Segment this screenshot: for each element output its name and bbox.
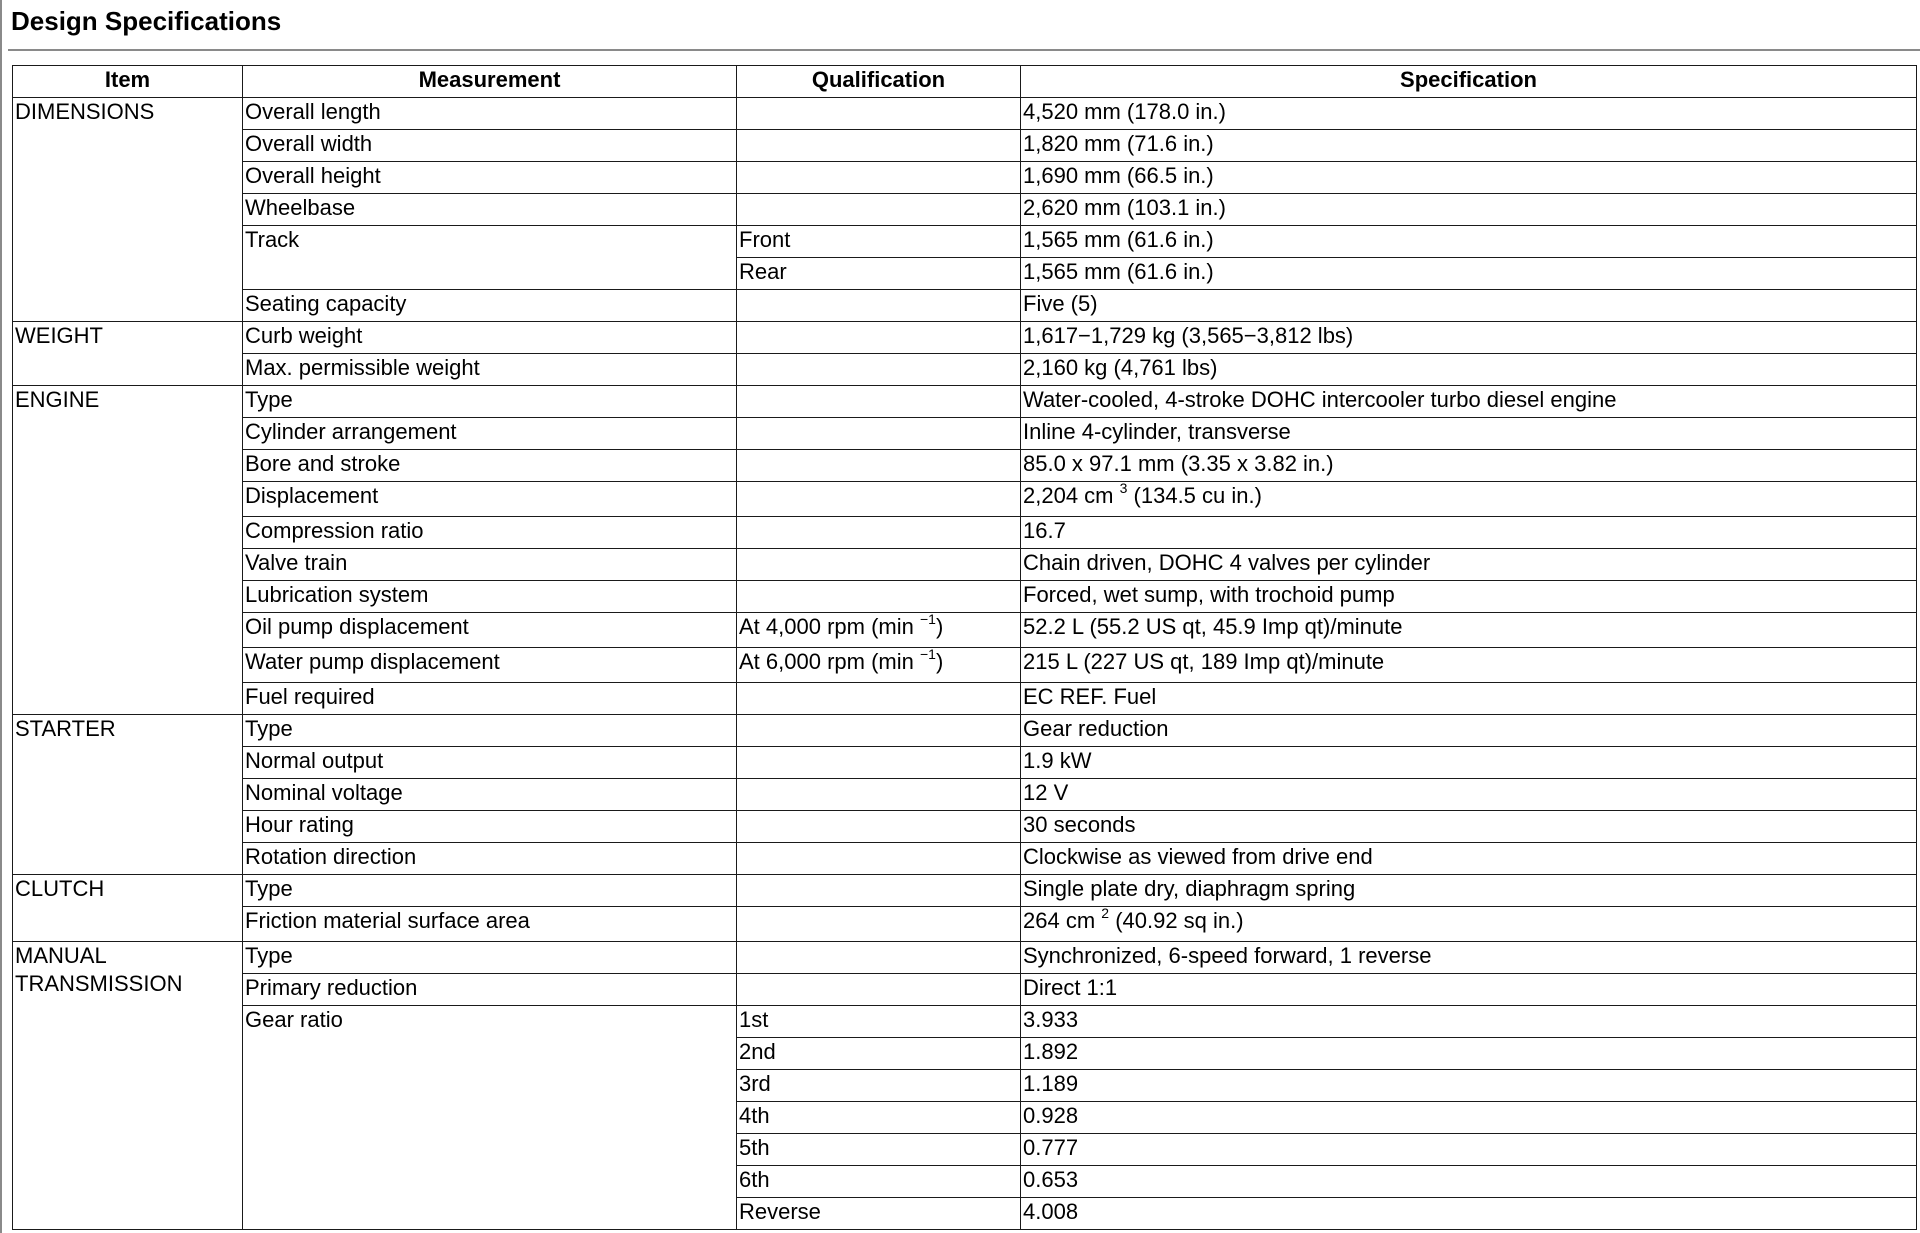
measurement-cell: Overall length <box>243 98 737 130</box>
qualification-cell <box>737 549 1021 581</box>
spec-cell <box>1021 482 1917 517</box>
qualification-cell <box>737 322 1021 354</box>
spec-cell: Gear reduction <box>1021 715 1917 747</box>
measurement-cell: Track <box>243 226 737 290</box>
table-row <box>13 549 1917 581</box>
item-cell: WEIGHT <box>13 322 243 386</box>
spec-text-suffix: (40.92 sq in.) <box>1109 908 1244 933</box>
header-measurement: Measurement <box>243 66 737 98</box>
spec-cell <box>1021 907 1917 942</box>
qualification-text-suffix: ) <box>935 649 944 674</box>
spec-cell: 1.9 kW <box>1021 747 1917 779</box>
table-row <box>13 322 1917 354</box>
spec-cell: Synchronized, 6-speed forward, 1 reverse <box>1021 942 1917 974</box>
spec-cell: 1.892 <box>1021 1038 1917 1070</box>
measurement-cell: Type <box>243 942 737 974</box>
measurement-cell: Type <box>243 875 737 907</box>
header-qualification: Qualification <box>737 66 1021 98</box>
measurement-cell: Wheelbase <box>243 194 737 226</box>
measurement-cell: Normal output <box>243 747 737 779</box>
spec-cell: 12 V <box>1021 779 1917 811</box>
spec-cell: 1,820 mm (71.6 in.) <box>1021 130 1917 162</box>
spec-cell: Single plate dry, diaphragm spring <box>1021 875 1917 907</box>
table-row <box>13 875 1917 907</box>
table-row <box>13 907 1917 942</box>
table-row <box>13 482 1917 517</box>
qualification-cell <box>737 907 1021 942</box>
spec-cell: Five (5) <box>1021 290 1917 322</box>
spec-cell: Forced, wet sump, with trochoid pump <box>1021 581 1917 613</box>
measurement-cell: Water pump displacement <box>243 648 737 683</box>
measurement-cell: Nominal voltage <box>243 779 737 811</box>
item-text-line1: MANUAL <box>15 943 107 968</box>
measurement-cell: Overall width <box>243 130 737 162</box>
measurement-cell: Max. permissible weight <box>243 354 737 386</box>
qualification-cell <box>737 517 1021 549</box>
qualification-cell: Front <box>737 226 1021 258</box>
measurement-cell: Displacement <box>243 482 737 517</box>
spec-cell: 1,565 mm (61.6 in.) <box>1021 226 1917 258</box>
table-row <box>13 98 1917 130</box>
item-cell: DIMENSIONS <box>13 98 243 322</box>
qualification-cell <box>737 683 1021 715</box>
qualification-cell <box>737 875 1021 907</box>
qualification-text: At 4,000 rpm (min <box>739 614 914 639</box>
spec-cell: Direct 1:1 <box>1021 974 1917 1006</box>
table-row <box>13 194 1917 226</box>
measurement-cell: Seating capacity <box>243 290 737 322</box>
table-row <box>13 418 1917 450</box>
qualification-cell <box>737 942 1021 974</box>
measurement-cell: Bore and stroke <box>243 450 737 482</box>
spec-cell: 4,520 mm (178.0 in.) <box>1021 98 1917 130</box>
measurement-cell: Type <box>243 715 737 747</box>
qualification-cell: 5th <box>737 1134 1021 1166</box>
qualification-cell <box>737 613 1021 648</box>
spec-cell: 215 L (227 US qt, 189 Imp qt)/minute <box>1021 648 1917 683</box>
table-row <box>13 130 1917 162</box>
measurement-cell: Curb weight <box>243 322 737 354</box>
qualification-cell <box>737 98 1021 130</box>
spec-cell: Inline 4-cylinder, transverse <box>1021 418 1917 450</box>
page-title: Design Specifications <box>11 6 282 36</box>
qualification-cell <box>737 715 1021 747</box>
qualification-cell <box>737 482 1021 517</box>
spec-cell: 85.0 x 97.1 mm (3.35 x 3.82 in.) <box>1021 450 1917 482</box>
qualification-cell: 6th <box>737 1166 1021 1198</box>
measurement-cell: Type <box>243 386 737 418</box>
qualification-cell: Rear <box>737 258 1021 290</box>
qualification-cell <box>737 130 1021 162</box>
qualification-cell <box>737 843 1021 875</box>
spec-cell: Water-cooled, 4-stroke DOHC intercooler turbo diesel engine <box>1021 386 1917 418</box>
measurement-cell: Friction material surface area <box>243 907 737 942</box>
item-cell: ENGINE <box>13 386 243 715</box>
qualification-cell <box>737 747 1021 779</box>
table-row <box>13 747 1917 779</box>
table-row <box>13 683 1917 715</box>
table-row <box>13 354 1917 386</box>
qualification-cell <box>737 811 1021 843</box>
item-cell: STARTER <box>13 715 243 875</box>
qualification-cell <box>737 354 1021 386</box>
table-row <box>13 715 1917 747</box>
table-row <box>13 450 1917 482</box>
qualification-cell <box>737 779 1021 811</box>
spec-cell: 1.189 <box>1021 1070 1917 1102</box>
spec-cell: 1,565 mm (61.6 in.) <box>1021 258 1917 290</box>
spec-cell: 3.933 <box>1021 1006 1917 1038</box>
measurement-cell: Overall height <box>243 162 737 194</box>
table-row <box>13 811 1917 843</box>
qualification-cell <box>737 162 1021 194</box>
table-row <box>13 942 1917 974</box>
spec-cell: 2,620 mm (103.1 in.) <box>1021 194 1917 226</box>
qualification-cell <box>737 194 1021 226</box>
qualification-cell: Reverse <box>737 1198 1021 1230</box>
spec-table <box>12 65 1917 1230</box>
qualification-cell <box>737 450 1021 482</box>
left-border <box>0 0 2 1233</box>
measurement-cell: Cylinder arrangement <box>243 418 737 450</box>
measurement-cell: Lubrication system <box>243 581 737 613</box>
superscript: −1 <box>919 612 936 627</box>
table-row <box>13 1006 1917 1038</box>
qualification-cell <box>737 974 1021 1006</box>
spec-text: 264 cm <box>1023 908 1096 933</box>
spec-text-suffix: (134.5 cu in.) <box>1127 483 1262 508</box>
measurement-cell: Primary reduction <box>243 974 737 1006</box>
table-row <box>13 290 1917 322</box>
header-specification: Specification <box>1021 66 1917 98</box>
spec-cell: 16.7 <box>1021 517 1917 549</box>
spec-cell: EC REF. Fuel <box>1021 683 1917 715</box>
table-row <box>13 779 1917 811</box>
spec-cell: 52.2 L (55.2 US qt, 45.9 Imp qt)/minute <box>1021 613 1917 648</box>
table-header-row <box>13 66 1917 98</box>
measurement-cell: Fuel required <box>243 683 737 715</box>
measurement-cell: Oil pump displacement <box>243 613 737 648</box>
spec-cell: 4.008 <box>1021 1198 1917 1230</box>
spec-cell: 0.928 <box>1021 1102 1917 1134</box>
table-row <box>13 843 1917 875</box>
superscript: 3 <box>1119 481 1128 496</box>
spec-cell: 0.653 <box>1021 1166 1917 1198</box>
table-row <box>13 581 1917 613</box>
qualification-cell: 3rd <box>737 1070 1021 1102</box>
spec-text: 2,204 cm <box>1023 483 1114 508</box>
qualification-text-suffix: ) <box>935 614 944 639</box>
table-row <box>13 386 1917 418</box>
measurement-cell: Hour rating <box>243 811 737 843</box>
table-row <box>13 226 1917 258</box>
item-cell: CLUTCH <box>13 875 243 942</box>
qualification-cell <box>737 648 1021 683</box>
superscript: 2 <box>1101 906 1110 921</box>
item-text-line2: TRANSMISSION <box>15 971 183 996</box>
spec-cell: 1,690 mm (66.5 in.) <box>1021 162 1917 194</box>
measurement-cell: Gear ratio <box>243 1006 737 1230</box>
qualification-cell <box>737 290 1021 322</box>
table-row <box>13 648 1917 683</box>
item-cell <box>13 942 243 1230</box>
qualification-cell <box>737 581 1021 613</box>
header-item: Item <box>13 66 243 98</box>
spec-cell: 2,160 kg (4,761 lbs) <box>1021 354 1917 386</box>
table-row <box>13 162 1917 194</box>
table-row <box>13 613 1917 648</box>
spec-cell: 0.777 <box>1021 1134 1917 1166</box>
qualification-cell <box>737 418 1021 450</box>
table-row <box>13 974 1917 1006</box>
spec-cell: 1,617−1,729 kg (3,565−3,812 lbs) <box>1021 322 1917 354</box>
title-divider <box>8 49 1920 51</box>
measurement-cell: Rotation direction <box>243 843 737 875</box>
qualification-cell: 2nd <box>737 1038 1021 1070</box>
qualification-cell <box>737 386 1021 418</box>
measurement-cell: Valve train <box>243 549 737 581</box>
qualification-cell: 1st <box>737 1006 1021 1038</box>
measurement-cell: Compression ratio <box>243 517 737 549</box>
spec-cell: 30 seconds <box>1021 811 1917 843</box>
spec-cell: Clockwise as viewed from drive end <box>1021 843 1917 875</box>
qualification-cell: 4th <box>737 1102 1021 1134</box>
qualification-text: At 6,000 rpm (min <box>739 649 914 674</box>
superscript: −1 <box>919 647 936 662</box>
table-row <box>13 517 1917 549</box>
spec-cell: Chain driven, DOHC 4 valves per cylinder <box>1021 549 1917 581</box>
